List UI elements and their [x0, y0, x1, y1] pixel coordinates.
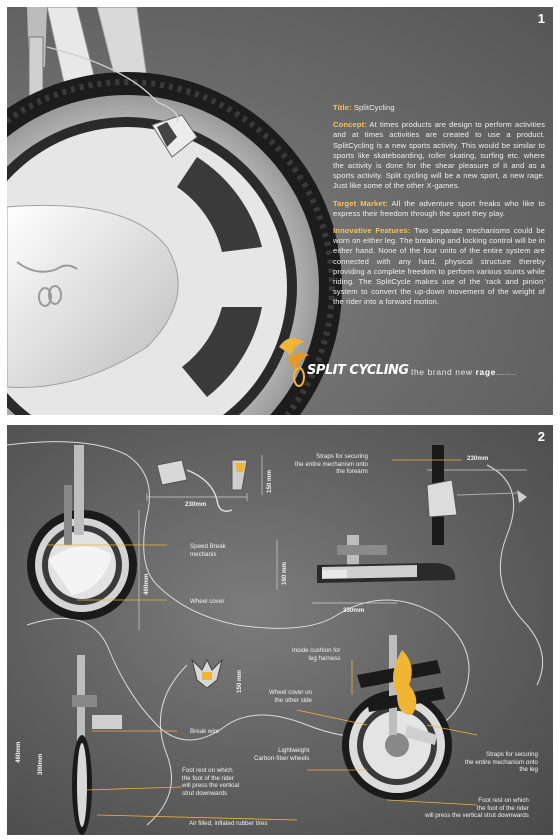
brand-logo-text: SPLIT CYCLING [307, 363, 409, 378]
label-wheel-cover-other: Wheel cover on the other side [269, 689, 312, 704]
strut-side-view [72, 655, 122, 835]
market-text: All the adventure sport freaks who like to express their freedom through the sport they play. [333, 198, 545, 218]
label-inside-cushion: Inside cushion for leg harness [292, 647, 341, 662]
features-label: Innovative Features: [333, 226, 411, 236]
label-foot-rest-left: Foot rest on which the foot of the rider will press the vertical strut downwards [182, 767, 240, 797]
label-air-filled: Air filled, inflated rubber tires [189, 820, 268, 827]
page-number: 2 [537, 429, 545, 444]
wheel-side-view-top [27, 445, 137, 620]
label-speed-break: Speed Break mechanis [190, 543, 226, 558]
caliper-front-view [192, 660, 222, 688]
dim-230-top: 230mm [185, 501, 207, 508]
dim-150-top: 150 mm [266, 469, 273, 493]
dim-230-right: 230mm [467, 455, 489, 462]
dim-350: 350mm [343, 607, 365, 614]
label-wheel-cover: Wheel cover [190, 598, 225, 605]
dim-460-bottom: 460mm [15, 741, 22, 763]
dim-460-top: 460mm [143, 573, 150, 595]
concept-panel [7, 7, 553, 415]
market-label: Target Market: [333, 198, 388, 208]
dim-150-mid: 150 mm [236, 669, 243, 693]
title-label: Title: [333, 103, 352, 112]
dim-160-mid: 160 mm [281, 561, 288, 585]
page-number: 1 [537, 11, 545, 26]
features-text: Two separate mechanisms could be worn on either leg. The breaking and locking control will be in either hand. None of the four units of the entire system are connected with any hard, physical structure thereby providing a complete freedom to perform various stunts while riding. The SplitCycle makes use of the 'rack and pinion' system to convert the up-down movement of the weight of the rider into a forward motion. [333, 226, 545, 307]
label-break-wire: Break wire [190, 728, 220, 735]
concept-paragraph [333, 120, 545, 191]
full-assembly-drawing [342, 635, 452, 800]
concept-label: Concept: [333, 120, 367, 130]
tagline-post: ....... [496, 367, 517, 377]
tagline-bold: rage [475, 367, 496, 377]
label-foot-rest-right: Foot rest on which the foot of the rider will press the vertical strut downwards [425, 797, 529, 820]
tagline [411, 367, 517, 377]
label-straps-leg: Straps for securing the entire mechanism onto the leg [465, 751, 538, 774]
tagline-pre: the brand new [411, 367, 476, 377]
market-paragraph [333, 199, 545, 219]
technical-drawing-panel [7, 425, 553, 835]
label-straps-forearm: Straps for securing the entire mechanism onto the forearm [295, 453, 368, 476]
label-lightweight: Lightweight Carbon-fiber wheels [254, 747, 310, 762]
dim-300: 300mm [37, 753, 44, 775]
features-paragraph [333, 226, 545, 308]
concept-text: At times products are design to perform activities and at times activities are created to use a product. SplitCycling is a new sports activity. This would be similar to sports like skateboarding, roller skating, surfing etc. where the activity is done for the shear pleasure of it and as a sports activity. Split cycling will be a new sport, a new rage. Just like some of the other X-games. [333, 120, 545, 191]
title-paragraph [333, 103, 545, 113]
title-value: SplitCycling [351, 103, 395, 112]
description-text-block [333, 103, 545, 315]
